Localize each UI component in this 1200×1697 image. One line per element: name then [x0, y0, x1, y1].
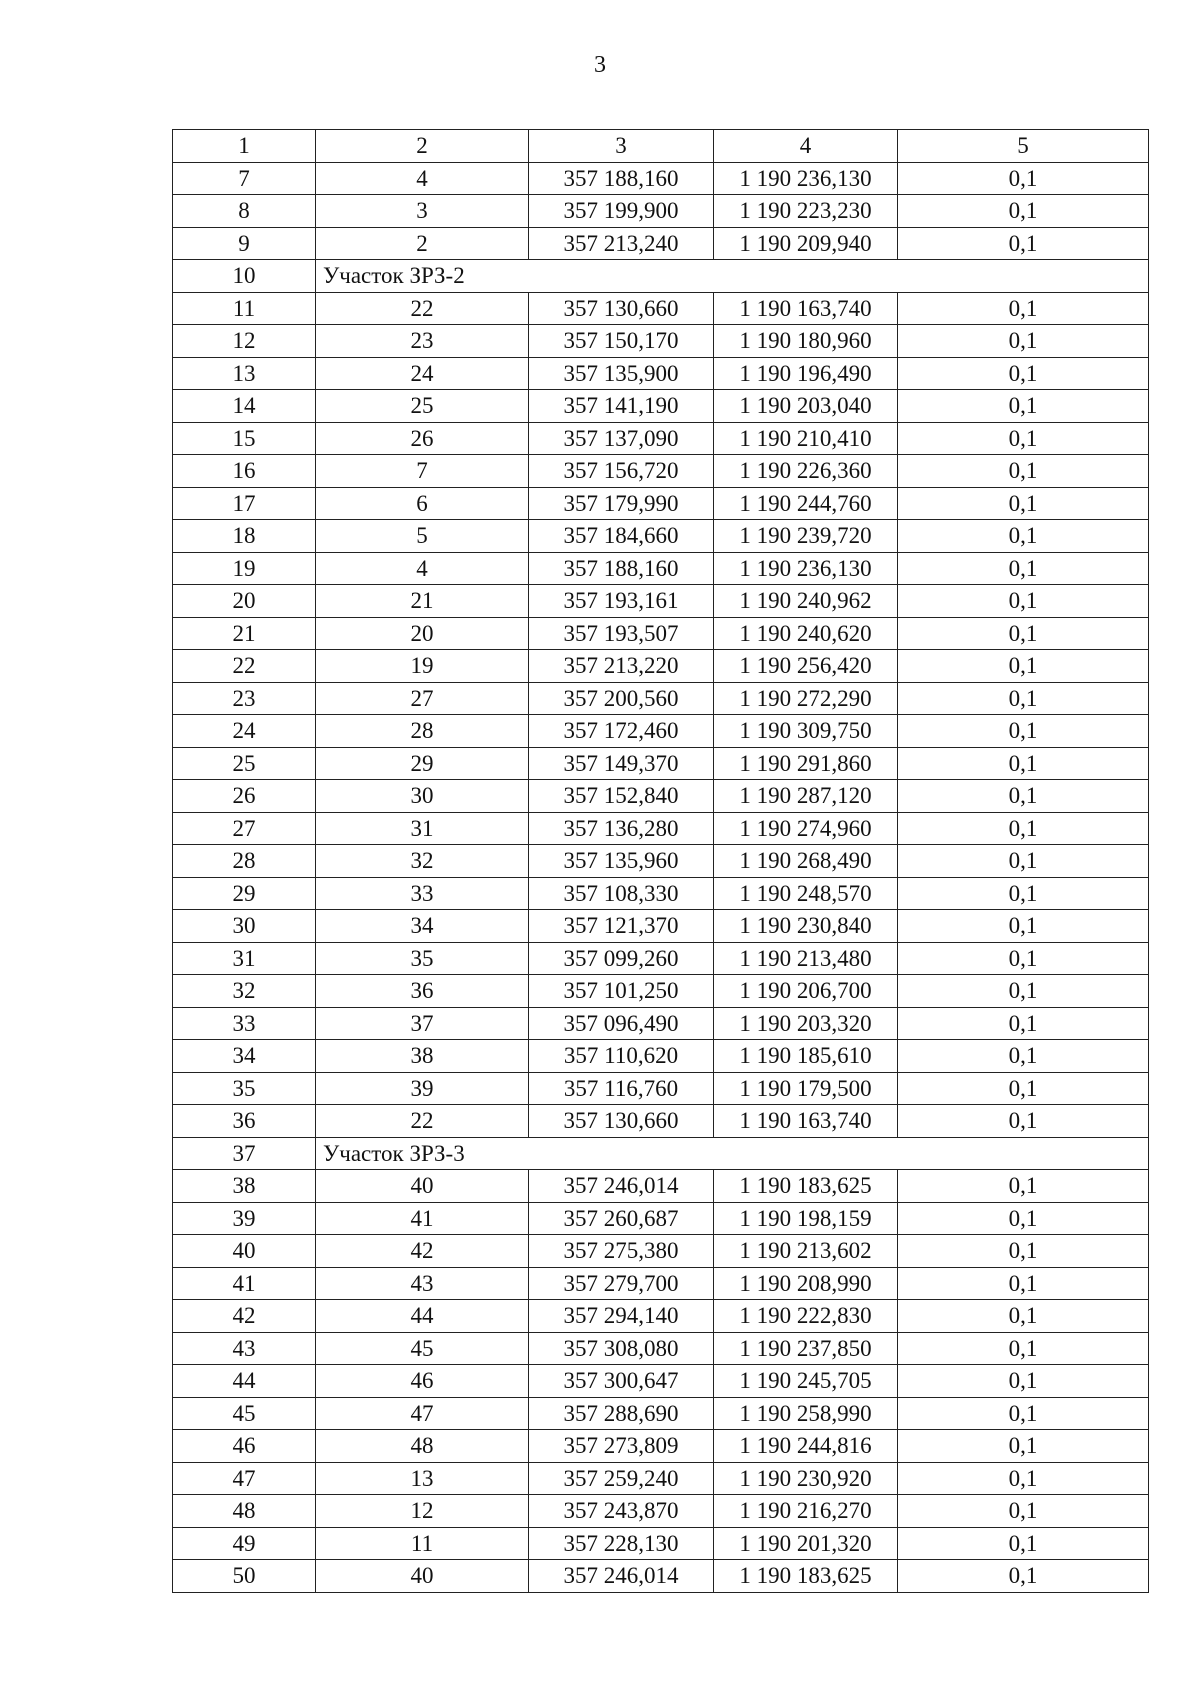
table-row — [173, 1072, 1149, 1105]
error-cell: 0,1 — [898, 357, 1149, 390]
table-row — [173, 780, 1149, 813]
row-number-cell: 10 — [173, 260, 316, 293]
table-row — [173, 1202, 1149, 1235]
x-coordinate-cell: 357 108,330 — [529, 877, 714, 910]
point-number-cell: 29 — [316, 747, 529, 780]
table-row — [173, 747, 1149, 780]
row-number-cell: 31 — [173, 942, 316, 975]
row-number-cell: 49 — [173, 1527, 316, 1560]
y-coordinate-cell: 1 190 185,610 — [714, 1040, 898, 1073]
error-cell: 0,1 — [898, 552, 1149, 585]
y-coordinate-cell: 1 190 239,720 — [714, 520, 898, 553]
y-coordinate-cell: 1 190 287,120 — [714, 780, 898, 813]
table-row — [173, 1267, 1149, 1300]
x-coordinate-cell: 357 243,870 — [529, 1495, 714, 1528]
x-coordinate-cell: 357 136,280 — [529, 812, 714, 845]
point-number-cell: 6 — [316, 487, 529, 520]
y-coordinate-cell: 1 190 244,760 — [714, 487, 898, 520]
x-coordinate-cell: 357 135,960 — [529, 845, 714, 878]
table-row — [173, 1007, 1149, 1040]
y-coordinate-cell: 1 190 291,860 — [714, 747, 898, 780]
y-coordinate-cell: 1 190 213,480 — [714, 942, 898, 975]
error-cell: 0,1 — [898, 1495, 1149, 1528]
x-coordinate-cell: 357 152,840 — [529, 780, 714, 813]
row-number-cell: 7 — [173, 162, 316, 195]
row-number-cell: 40 — [173, 1235, 316, 1268]
error-cell: 0,1 — [898, 617, 1149, 650]
y-coordinate-cell: 1 190 236,130 — [714, 552, 898, 585]
table-row — [173, 617, 1149, 650]
x-coordinate-cell: 357 213,220 — [529, 650, 714, 683]
point-number-cell: 2 — [316, 227, 529, 260]
point-number-cell: 13 — [316, 1462, 529, 1495]
x-coordinate-cell: 357 184,660 — [529, 520, 714, 553]
y-coordinate-cell: 1 190 240,962 — [714, 585, 898, 618]
y-coordinate-cell: 1 190 183,625 — [714, 1560, 898, 1593]
y-coordinate-cell: 1 190 226,360 — [714, 455, 898, 488]
row-number-cell: 23 — [173, 682, 316, 715]
table-row — [173, 1170, 1149, 1203]
error-cell: 0,1 — [898, 1105, 1149, 1138]
x-coordinate-cell: 357 101,250 — [529, 975, 714, 1008]
y-coordinate-cell: 1 190 201,320 — [714, 1527, 898, 1560]
error-cell: 0,1 — [898, 1235, 1149, 1268]
table-row — [173, 1040, 1149, 1073]
point-number-cell: 43 — [316, 1267, 529, 1300]
x-coordinate-cell: 357 193,161 — [529, 585, 714, 618]
table-row — [173, 1300, 1149, 1333]
table-row — [173, 357, 1149, 390]
y-coordinate-cell: 1 190 163,740 — [714, 292, 898, 325]
point-number-cell: 42 — [316, 1235, 529, 1268]
row-number-cell: 36 — [173, 1105, 316, 1138]
point-number-cell: 4 — [316, 552, 529, 585]
header-cell: 3 — [529, 130, 714, 163]
row-number-cell: 26 — [173, 780, 316, 813]
error-cell: 0,1 — [898, 942, 1149, 975]
row-number-cell: 50 — [173, 1560, 316, 1593]
error-cell: 0,1 — [898, 780, 1149, 813]
point-number-cell: 33 — [316, 877, 529, 910]
x-coordinate-cell: 357 199,900 — [529, 195, 714, 228]
table-row — [173, 975, 1149, 1008]
point-number-cell: 27 — [316, 682, 529, 715]
point-number-cell: 24 — [316, 357, 529, 390]
row-number-cell: 11 — [173, 292, 316, 325]
y-coordinate-cell: 1 190 210,410 — [714, 422, 898, 455]
section-row — [173, 260, 1149, 293]
x-coordinate-cell: 357 141,190 — [529, 390, 714, 423]
table-row — [173, 1462, 1149, 1495]
point-number-cell: 26 — [316, 422, 529, 455]
row-number-cell: 48 — [173, 1495, 316, 1528]
x-coordinate-cell: 357 116,760 — [529, 1072, 714, 1105]
point-number-cell: 32 — [316, 845, 529, 878]
y-coordinate-cell: 1 190 213,602 — [714, 1235, 898, 1268]
table-row — [173, 292, 1149, 325]
error-cell: 0,1 — [898, 325, 1149, 358]
y-coordinate-cell: 1 190 222,830 — [714, 1300, 898, 1333]
table-row — [173, 1235, 1149, 1268]
table-header-row — [173, 130, 1149, 163]
point-number-cell: 30 — [316, 780, 529, 813]
y-coordinate-cell: 1 190 230,840 — [714, 910, 898, 943]
point-number-cell: 11 — [316, 1527, 529, 1560]
row-number-cell: 21 — [173, 617, 316, 650]
row-number-cell: 30 — [173, 910, 316, 943]
x-coordinate-cell: 357 135,900 — [529, 357, 714, 390]
x-coordinate-cell: 357 213,240 — [529, 227, 714, 260]
point-number-cell: 46 — [316, 1365, 529, 1398]
x-coordinate-cell: 357 273,809 — [529, 1430, 714, 1463]
y-coordinate-cell: 1 190 180,960 — [714, 325, 898, 358]
y-coordinate-cell: 1 190 244,816 — [714, 1430, 898, 1463]
error-cell: 0,1 — [898, 1007, 1149, 1040]
y-coordinate-cell: 1 190 236,130 — [714, 162, 898, 195]
section-title: Участок ЗРЗ-2 — [316, 260, 1149, 293]
x-coordinate-cell: 357 193,507 — [529, 617, 714, 650]
row-number-cell: 12 — [173, 325, 316, 358]
y-coordinate-cell: 1 190 216,270 — [714, 1495, 898, 1528]
error-cell: 0,1 — [898, 422, 1149, 455]
point-number-cell: 22 — [316, 292, 529, 325]
row-number-cell: 42 — [173, 1300, 316, 1333]
y-coordinate-cell: 1 190 237,850 — [714, 1332, 898, 1365]
point-number-cell: 38 — [316, 1040, 529, 1073]
y-coordinate-cell: 1 190 274,960 — [714, 812, 898, 845]
table-row — [173, 1365, 1149, 1398]
x-coordinate-cell: 357 137,090 — [529, 422, 714, 455]
table-row — [173, 227, 1149, 260]
table-row — [173, 812, 1149, 845]
x-coordinate-cell: 357 260,687 — [529, 1202, 714, 1235]
row-number-cell: 37 — [173, 1137, 316, 1170]
y-coordinate-cell: 1 190 230,920 — [714, 1462, 898, 1495]
row-number-cell: 16 — [173, 455, 316, 488]
table-row — [173, 585, 1149, 618]
y-coordinate-cell: 1 190 209,940 — [714, 227, 898, 260]
table-row — [173, 1105, 1149, 1138]
row-number-cell: 13 — [173, 357, 316, 390]
header-cell: 5 — [898, 130, 1149, 163]
table-row — [173, 520, 1149, 553]
table-row — [173, 1560, 1149, 1593]
x-coordinate-cell: 357 246,014 — [529, 1560, 714, 1593]
row-number-cell: 27 — [173, 812, 316, 845]
table-row — [173, 910, 1149, 943]
row-number-cell: 22 — [173, 650, 316, 683]
error-cell: 0,1 — [898, 812, 1149, 845]
header-cell: 4 — [714, 130, 898, 163]
error-cell: 0,1 — [898, 1560, 1149, 1593]
x-coordinate-cell: 357 259,240 — [529, 1462, 714, 1495]
x-coordinate-cell: 357 279,700 — [529, 1267, 714, 1300]
error-cell: 0,1 — [898, 845, 1149, 878]
y-coordinate-cell: 1 190 179,500 — [714, 1072, 898, 1105]
row-number-cell: 45 — [173, 1397, 316, 1430]
error-cell: 0,1 — [898, 650, 1149, 683]
error-cell: 0,1 — [898, 585, 1149, 618]
point-number-cell: 19 — [316, 650, 529, 683]
point-number-cell: 41 — [316, 1202, 529, 1235]
page-number: 3 — [594, 52, 606, 78]
x-coordinate-cell: 357 300,647 — [529, 1365, 714, 1398]
row-number-cell: 9 — [173, 227, 316, 260]
row-number-cell: 19 — [173, 552, 316, 585]
error-cell: 0,1 — [898, 910, 1149, 943]
error-cell: 0,1 — [898, 1267, 1149, 1300]
point-number-cell: 21 — [316, 585, 529, 618]
x-coordinate-cell: 357 121,370 — [529, 910, 714, 943]
point-number-cell: 48 — [316, 1430, 529, 1463]
y-coordinate-cell: 1 190 163,740 — [714, 1105, 898, 1138]
x-coordinate-cell: 357 149,370 — [529, 747, 714, 780]
row-number-cell: 35 — [173, 1072, 316, 1105]
row-number-cell: 32 — [173, 975, 316, 1008]
error-cell: 0,1 — [898, 390, 1149, 423]
row-number-cell: 24 — [173, 715, 316, 748]
error-cell: 0,1 — [898, 1300, 1149, 1333]
y-coordinate-cell: 1 190 183,625 — [714, 1170, 898, 1203]
error-cell: 0,1 — [898, 1202, 1149, 1235]
y-coordinate-cell: 1 190 256,420 — [714, 650, 898, 683]
point-number-cell: 28 — [316, 715, 529, 748]
coordinates-table — [172, 129, 1149, 1593]
row-number-cell: 39 — [173, 1202, 316, 1235]
point-number-cell: 3 — [316, 195, 529, 228]
x-coordinate-cell: 357 179,990 — [529, 487, 714, 520]
y-coordinate-cell: 1 190 203,320 — [714, 1007, 898, 1040]
y-coordinate-cell: 1 190 223,230 — [714, 195, 898, 228]
table-row — [173, 422, 1149, 455]
table-row — [173, 877, 1149, 910]
error-cell: 0,1 — [898, 1397, 1149, 1430]
y-coordinate-cell: 1 190 268,490 — [714, 845, 898, 878]
error-cell: 0,1 — [898, 975, 1149, 1008]
x-coordinate-cell: 357 246,014 — [529, 1170, 714, 1203]
error-cell: 0,1 — [898, 877, 1149, 910]
error-cell: 0,1 — [898, 455, 1149, 488]
x-coordinate-cell: 357 099,260 — [529, 942, 714, 975]
point-number-cell: 45 — [316, 1332, 529, 1365]
row-number-cell: 20 — [173, 585, 316, 618]
x-coordinate-cell: 357 096,490 — [529, 1007, 714, 1040]
point-number-cell: 12 — [316, 1495, 529, 1528]
row-number-cell: 33 — [173, 1007, 316, 1040]
header-cell: 2 — [316, 130, 529, 163]
row-number-cell: 34 — [173, 1040, 316, 1073]
table-row — [173, 390, 1149, 423]
error-cell: 0,1 — [898, 227, 1149, 260]
point-number-cell: 20 — [316, 617, 529, 650]
row-number-cell: 47 — [173, 1462, 316, 1495]
x-coordinate-cell: 357 110,620 — [529, 1040, 714, 1073]
error-cell: 0,1 — [898, 520, 1149, 553]
error-cell: 0,1 — [898, 1527, 1149, 1560]
x-coordinate-cell: 357 308,080 — [529, 1332, 714, 1365]
header-cell: 1 — [173, 130, 316, 163]
error-cell: 0,1 — [898, 487, 1149, 520]
row-number-cell: 43 — [173, 1332, 316, 1365]
error-cell: 0,1 — [898, 292, 1149, 325]
y-coordinate-cell: 1 190 245,705 — [714, 1365, 898, 1398]
row-number-cell: 18 — [173, 520, 316, 553]
point-number-cell: 44 — [316, 1300, 529, 1333]
x-coordinate-cell: 357 188,160 — [529, 162, 714, 195]
point-number-cell: 4 — [316, 162, 529, 195]
table-row — [173, 682, 1149, 715]
point-number-cell: 35 — [316, 942, 529, 975]
point-number-cell: 7 — [316, 455, 529, 488]
point-number-cell: 37 — [316, 1007, 529, 1040]
x-coordinate-cell: 357 288,690 — [529, 1397, 714, 1430]
error-cell: 0,1 — [898, 195, 1149, 228]
y-coordinate-cell: 1 190 206,700 — [714, 975, 898, 1008]
table-row — [173, 552, 1149, 585]
table-row — [173, 195, 1149, 228]
row-number-cell: 46 — [173, 1430, 316, 1463]
error-cell: 0,1 — [898, 1170, 1149, 1203]
table-row — [173, 162, 1149, 195]
table-row — [173, 455, 1149, 488]
table-row — [173, 942, 1149, 975]
table-row — [173, 325, 1149, 358]
point-number-cell: 40 — [316, 1560, 529, 1593]
row-number-cell: 25 — [173, 747, 316, 780]
point-number-cell: 22 — [316, 1105, 529, 1138]
x-coordinate-cell: 357 150,170 — [529, 325, 714, 358]
y-coordinate-cell: 1 190 309,750 — [714, 715, 898, 748]
x-coordinate-cell: 357 172,460 — [529, 715, 714, 748]
table-row — [173, 845, 1149, 878]
x-coordinate-cell: 357 294,140 — [529, 1300, 714, 1333]
error-cell: 0,1 — [898, 715, 1149, 748]
error-cell: 0,1 — [898, 1332, 1149, 1365]
row-number-cell: 29 — [173, 877, 316, 910]
y-coordinate-cell: 1 190 240,620 — [714, 617, 898, 650]
row-number-cell: 8 — [173, 195, 316, 228]
y-coordinate-cell: 1 190 272,290 — [714, 682, 898, 715]
point-number-cell: 39 — [316, 1072, 529, 1105]
point-number-cell: 23 — [316, 325, 529, 358]
table-row — [173, 1495, 1149, 1528]
error-cell: 0,1 — [898, 1430, 1149, 1463]
y-coordinate-cell: 1 190 198,159 — [714, 1202, 898, 1235]
error-cell: 0,1 — [898, 1072, 1149, 1105]
table-row — [173, 1527, 1149, 1560]
table-row — [173, 1397, 1149, 1430]
row-number-cell: 28 — [173, 845, 316, 878]
table-row — [173, 1430, 1149, 1463]
table-row — [173, 650, 1149, 683]
table-row — [173, 1332, 1149, 1365]
point-number-cell: 47 — [316, 1397, 529, 1430]
point-number-cell: 25 — [316, 390, 529, 423]
x-coordinate-cell: 357 156,720 — [529, 455, 714, 488]
row-number-cell: 15 — [173, 422, 316, 455]
row-number-cell: 17 — [173, 487, 316, 520]
x-coordinate-cell: 357 130,660 — [529, 1105, 714, 1138]
y-coordinate-cell: 1 190 258,990 — [714, 1397, 898, 1430]
table-row — [173, 487, 1149, 520]
x-coordinate-cell: 357 275,380 — [529, 1235, 714, 1268]
point-number-cell: 34 — [316, 910, 529, 943]
error-cell: 0,1 — [898, 1365, 1149, 1398]
x-coordinate-cell: 357 188,160 — [529, 552, 714, 585]
y-coordinate-cell: 1 190 208,990 — [714, 1267, 898, 1300]
x-coordinate-cell: 357 200,560 — [529, 682, 714, 715]
row-number-cell: 38 — [173, 1170, 316, 1203]
point-number-cell: 36 — [316, 975, 529, 1008]
x-coordinate-cell: 357 228,130 — [529, 1527, 714, 1560]
error-cell: 0,1 — [898, 682, 1149, 715]
row-number-cell: 41 — [173, 1267, 316, 1300]
y-coordinate-cell: 1 190 203,040 — [714, 390, 898, 423]
error-cell: 0,1 — [898, 1040, 1149, 1073]
row-number-cell: 14 — [173, 390, 316, 423]
row-number-cell: 44 — [173, 1365, 316, 1398]
error-cell: 0,1 — [898, 162, 1149, 195]
y-coordinate-cell: 1 190 248,570 — [714, 877, 898, 910]
section-row — [173, 1137, 1149, 1170]
x-coordinate-cell: 357 130,660 — [529, 292, 714, 325]
point-number-cell: 40 — [316, 1170, 529, 1203]
error-cell: 0,1 — [898, 1462, 1149, 1495]
error-cell: 0,1 — [898, 747, 1149, 780]
section-title: Участок ЗРЗ-3 — [316, 1137, 1149, 1170]
y-coordinate-cell: 1 190 196,490 — [714, 357, 898, 390]
table-row — [173, 715, 1149, 748]
point-number-cell: 31 — [316, 812, 529, 845]
point-number-cell: 5 — [316, 520, 529, 553]
